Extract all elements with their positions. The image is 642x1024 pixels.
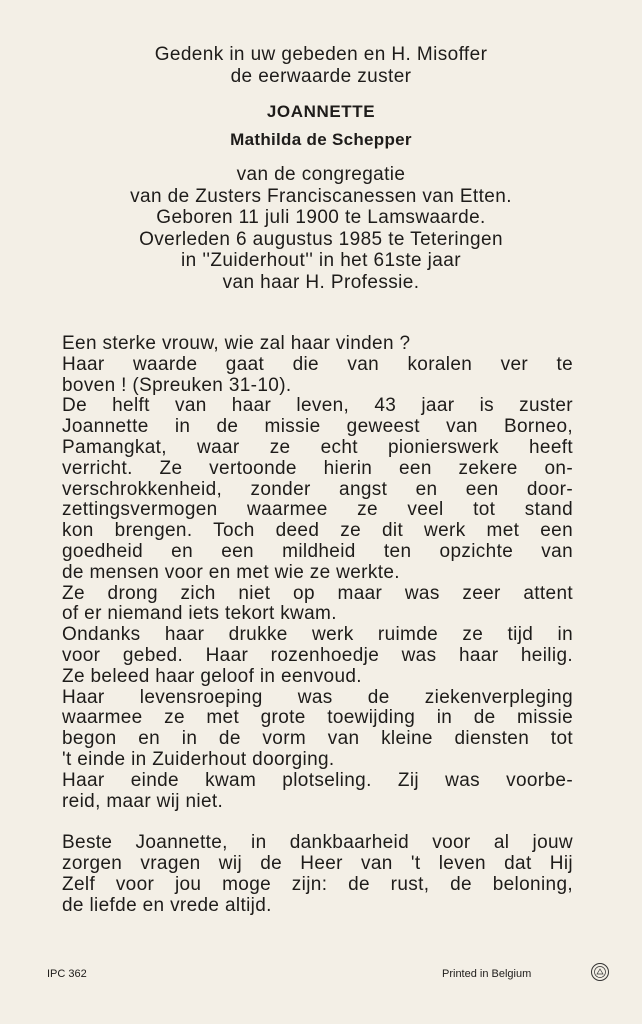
detail-line: Geboren 11 juli 1900 te Lamswaarde. bbox=[156, 207, 486, 228]
text-line: Ondanks haar drukke werk ruimde ze tijd in bbox=[62, 624, 573, 646]
detail-line: van de Zusters Franciscanessen van Etten. bbox=[130, 185, 512, 207]
text-line: de liefde en vrede altijd. bbox=[62, 894, 272, 916]
card-footer bbox=[0, 962, 642, 986]
text-line: boven ! (Spreuken 31-10). bbox=[62, 374, 292, 396]
text-line: reid, maar wij niet. bbox=[62, 790, 224, 812]
print-location: Printed in Belgium bbox=[442, 968, 532, 980]
text-line: waarmee ze met grote toewijding in de missie bbox=[62, 707, 573, 729]
text-line: Ze drong zich niet op maar was zeer attent bbox=[62, 582, 573, 604]
card-header bbox=[0, 44, 642, 293]
text-line: verschrokkenheid, zonder angst en een door- bbox=[62, 478, 573, 500]
text-line: Haar levensroeping was de ziekenverpleging bbox=[62, 686, 573, 708]
catalog-code: IPC 362 bbox=[47, 968, 87, 980]
text-line: zorgen vragen wij de Heer van 't leven dat Hij bbox=[62, 853, 573, 875]
text-line: 't einde in Zuiderhout doorging. bbox=[62, 748, 335, 770]
text-line: Ze beleed haar geloof in eenvoud. bbox=[62, 665, 362, 687]
detail-line: van de congregatie bbox=[236, 164, 406, 185]
detail-line: van haar H. Professie. bbox=[222, 271, 420, 293]
header-line: de eerwaarde zuster bbox=[230, 66, 412, 87]
text-line: Beste Joannette, in dankbaarheid voor al jouw bbox=[62, 832, 573, 854]
text-line: begon en in de vorm van kleine diensten tot bbox=[62, 728, 573, 750]
text-line: zettingsvermogen waarmee ze veel tot stand bbox=[62, 499, 573, 521]
header-line: Gedenk in uw gebeden en H. Misoffer bbox=[154, 44, 488, 65]
biography-details bbox=[0, 164, 642, 293]
text-line: Een sterke vrouw, wie zal haar vinden ? bbox=[62, 333, 411, 354]
text-line: Joannette in de missie geweest van Borneo, bbox=[62, 416, 573, 438]
detail-line: Overleden 6 augustus 1985 te Teteringen bbox=[139, 228, 503, 250]
text-line: Haar einde kwam plotseling. Zij was voorbe- bbox=[62, 769, 573, 791]
paragraph-gap bbox=[62, 812, 573, 833]
text-line: De helft van haar leven, 43 jaar is zuster bbox=[62, 395, 573, 417]
text-line: voor gebed. Haar rozenhoedje was haar heilig. bbox=[62, 644, 573, 666]
sister-name: JOANNETTE bbox=[266, 102, 376, 121]
text-line: de mensen voor en met wie ze werkte. bbox=[62, 561, 400, 583]
sister-fullname: Mathilda de Schepper bbox=[230, 130, 412, 149]
text-line: of er niemand iets tekort kwam. bbox=[62, 603, 337, 625]
text-line: Haar waarde gaat die van koralen ver te bbox=[62, 353, 573, 375]
memorial-text bbox=[62, 334, 573, 917]
detail-line: in ''Zuiderhout'' in het 61ste jaar bbox=[181, 250, 461, 271]
text-line: Pamangkat, waar ze echt pionierswerk heeft bbox=[62, 436, 573, 458]
printer-seal-icon bbox=[590, 962, 610, 982]
text-line: Zelf voor jou moge zijn: de rust, de beloning, bbox=[62, 873, 573, 895]
text-line: goedheid en een mildheid ten opzichte van bbox=[62, 540, 573, 562]
text-line: verricht. Ze vertoonde hierin een zekere on- bbox=[62, 457, 573, 479]
text-line: kon brengen. Toch deed ze dit werk met een bbox=[62, 520, 573, 542]
